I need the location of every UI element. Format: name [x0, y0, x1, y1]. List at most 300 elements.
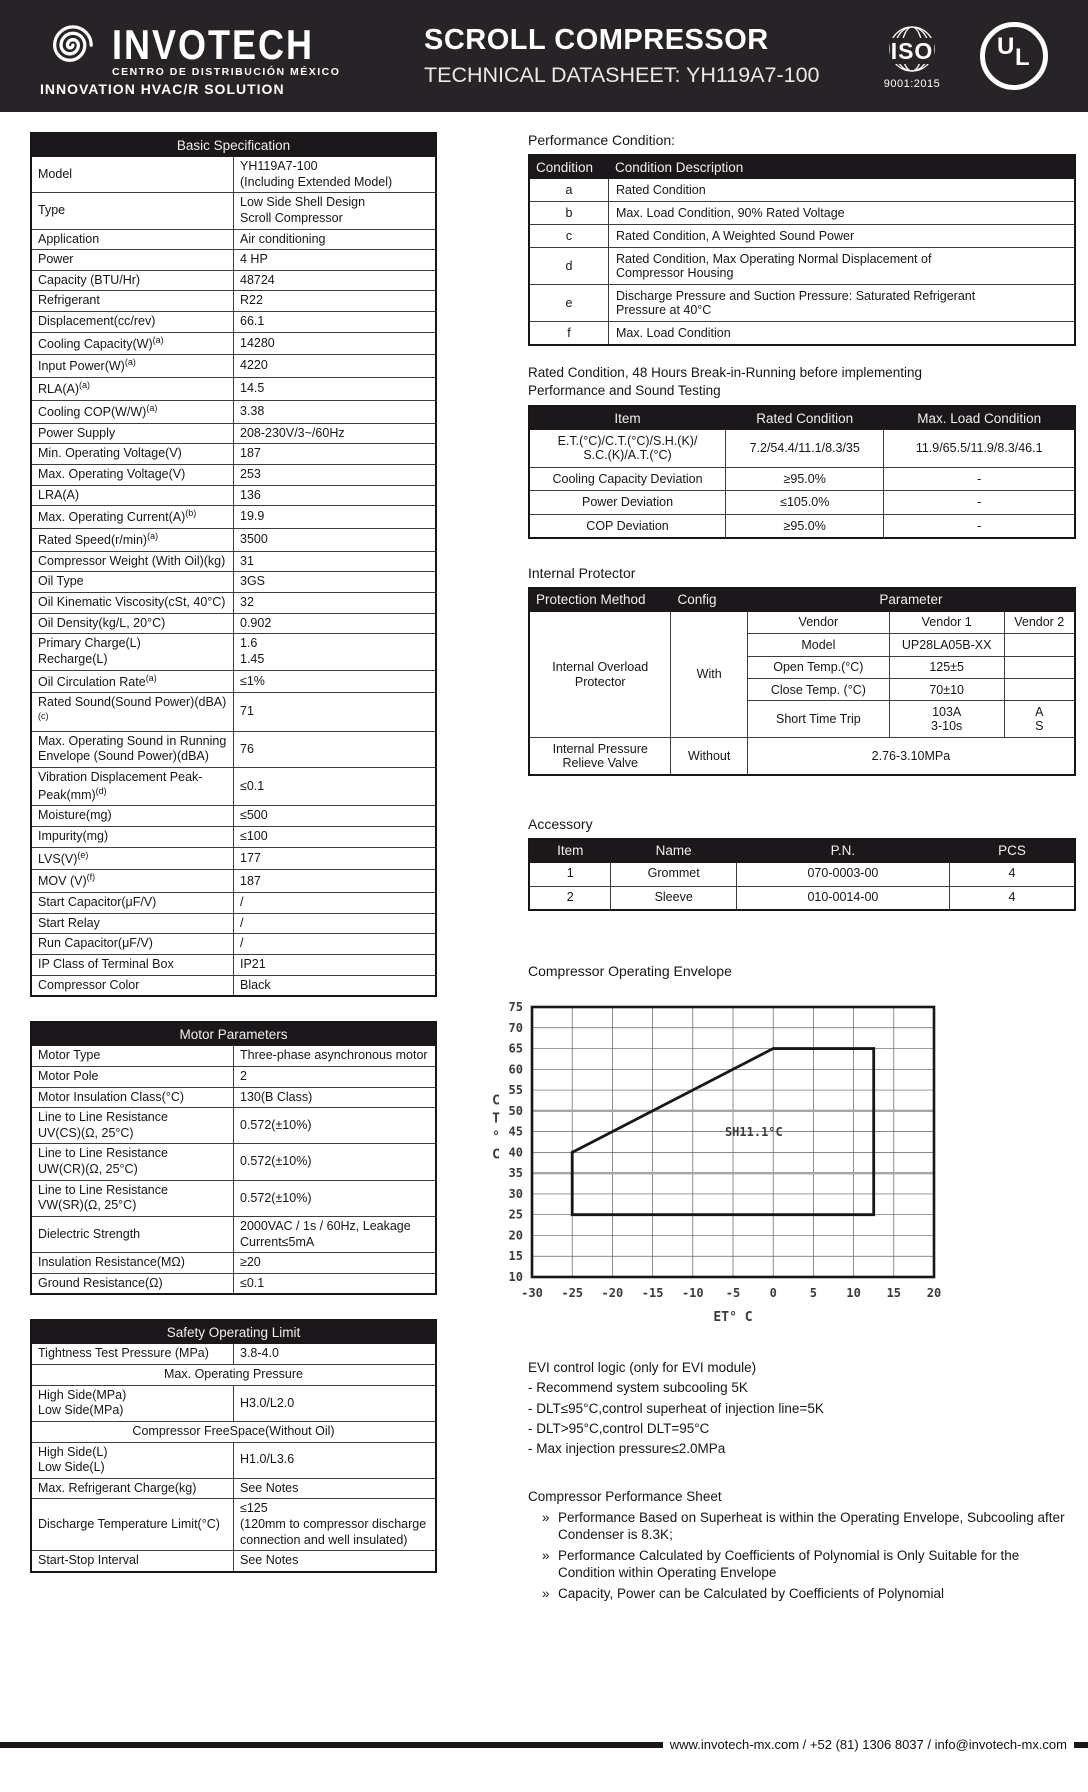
- table-row: [31, 270, 436, 291]
- table-row: [31, 1478, 436, 1499]
- svg-text:°: °: [492, 1129, 500, 1145]
- performance-sheet-notes: [528, 1488, 1076, 1602]
- spiral-logo-icon: [40, 16, 104, 78]
- svg-text:5: 5: [809, 1286, 818, 1301]
- table-cell: 0.572(±10%): [234, 1108, 437, 1144]
- table-cell: e: [529, 285, 609, 322]
- table-row: [31, 870, 436, 893]
- svg-text:30: 30: [508, 1187, 523, 1202]
- table-cell: [1004, 634, 1075, 656]
- table-cell: Primary Charge(L) Recharge(L): [31, 634, 234, 670]
- table-cell: H3.0/L2.0: [234, 1385, 437, 1421]
- logo-name: INVOTECH: [112, 20, 315, 69]
- table-cell: 103A 3-10s: [889, 701, 1004, 738]
- table-cell: See Notes: [234, 1551, 437, 1572]
- table-cell: ≤500: [234, 806, 437, 827]
- table-row: [529, 430, 1075, 468]
- table-row: [31, 1180, 436, 1216]
- table-cell: [1004, 679, 1075, 701]
- table-row: [31, 250, 436, 271]
- table-cell: 125±5: [889, 656, 1004, 678]
- column-header: Max. Load Condition: [884, 406, 1075, 430]
- evi-notes-title: EVI control logic (only for EVI module): [528, 1360, 757, 1376]
- right-column: [492, 132, 1076, 1602]
- table-cell: 48724: [234, 270, 437, 291]
- table-cell: MOV $(V)^{(f)}$: [31, 870, 234, 893]
- table-cell: 3.38: [234, 400, 437, 423]
- table-row: [31, 768, 436, 806]
- table-cell: Line to Line Resistance UW(CR)(Ω, 25°C): [31, 1144, 234, 1180]
- table-row: [529, 491, 1075, 514]
- table-row: [31, 1551, 436, 1572]
- table-row: [31, 551, 436, 572]
- table-cell: Open Temp.(°C): [747, 656, 889, 678]
- svg-text:-10: -10: [681, 1286, 704, 1301]
- table-cell: Capacity (BTU/Hr): [31, 270, 234, 291]
- table-cell: 130(B Class): [234, 1087, 437, 1108]
- svg-text:15: 15: [886, 1286, 902, 1301]
- table-cell: ≤0.1: [234, 768, 437, 806]
- table-cell: E.T.(°C)/C.T.(°C)/S.H.(K)/ S.C.(K)/A.T.(°C): [529, 430, 726, 468]
- table-cell: /: [234, 893, 437, 914]
- svg-text:ET° C: ET° C: [713, 1310, 753, 1326]
- table-cell: [1004, 656, 1075, 678]
- svg-text:65: 65: [508, 1041, 523, 1056]
- table-row: [31, 593, 436, 614]
- svg-text:55: 55: [508, 1083, 523, 1098]
- table-cell: Vendor 1: [889, 611, 1004, 633]
- ul-badge-icon: U L: [980, 22, 1048, 90]
- table-cell: Application: [31, 229, 234, 250]
- table-row: [31, 1365, 436, 1386]
- table-cell: $LVS(V)^{(e)}$: [31, 847, 234, 870]
- table-cell: ≤0.1: [234, 1273, 437, 1294]
- table-cell: Start-Stop Interval: [31, 1551, 234, 1572]
- table-row: [31, 332, 436, 355]
- svg-text:10: 10: [846, 1286, 861, 1301]
- table-cell: Vendor: [747, 611, 889, 633]
- table-cell: 7.2/54.4/11.1/8.3/35: [726, 430, 884, 468]
- table-cell: Three-phase asynchronous motor: [234, 1046, 437, 1067]
- table-cell: 66.1: [234, 312, 437, 333]
- table-cell: Input $Power(W)^{(a)}$: [31, 355, 234, 378]
- table-cell: 4220: [234, 355, 437, 378]
- evi-note-item: - Max injection pressure≤2.0MPa: [528, 1440, 726, 1456]
- table-cell: Oil Kinematic Viscosity(cSt, 40°C): [31, 593, 234, 614]
- table-cell: See Notes: [234, 1478, 437, 1499]
- rated-condition-table: [528, 405, 1076, 539]
- table-title: Motor Parameters: [31, 1022, 436, 1046]
- table-row: [31, 1385, 436, 1421]
- table-row: [31, 613, 436, 634]
- page-title: SCROLL COMPRESSOR: [424, 24, 769, 56]
- table-cell: Black: [234, 975, 437, 996]
- table-row: [31, 934, 436, 955]
- table-cell: Max. Operating Voltage(V): [31, 465, 234, 486]
- table-cell: d: [529, 248, 609, 285]
- table-cell: $RLA(A)^{(a)}$: [31, 378, 234, 401]
- table-cell: Cooling $Capacity(W)^{(a)}$: [31, 332, 234, 355]
- svg-text:SH11.1°C: SH11.1°C: [724, 1124, 783, 1139]
- table-cell: ≥95.0%: [726, 467, 884, 490]
- table-cell: Sleeve: [611, 886, 737, 910]
- table-row: [31, 634, 436, 670]
- table-cell: High Side(L) Low Side(L): [31, 1442, 234, 1478]
- table-row: [529, 862, 1075, 886]
- table-cell: Low Side Shell Design Scroll Compressor: [234, 193, 437, 229]
- table-cell: 010-0014-00: [736, 886, 949, 910]
- table-row: [31, 355, 436, 378]
- table-row: [31, 1421, 436, 1442]
- table-cell: IP21: [234, 955, 437, 976]
- table-row: [529, 322, 1075, 346]
- internal-protector-table: [528, 587, 1076, 776]
- table-cell: 187: [234, 444, 437, 465]
- table-cell: Short Time Trip: [747, 701, 889, 738]
- motor-parameters-table: [30, 1021, 437, 1295]
- table-cell: ≤105.0%: [726, 491, 884, 514]
- table-cell: Power Supply: [31, 423, 234, 444]
- table-cell: Max. Operating Pressure: [31, 1365, 436, 1386]
- basic-specification-table: [30, 132, 437, 997]
- table-row: [31, 229, 436, 250]
- evi-notes: [528, 1358, 1076, 1458]
- table-cell: Oil Type: [31, 572, 234, 593]
- table-row: [31, 423, 436, 444]
- table-cell: Max. Operating Sound in Running Envelope (Sound Power)(dBA): [31, 731, 234, 767]
- table-row: [31, 378, 436, 401]
- table-row: [31, 847, 436, 870]
- table-cell: Ground Resistance(Ω): [31, 1273, 234, 1294]
- svg-text:20: 20: [926, 1286, 942, 1301]
- table-row: [31, 465, 436, 486]
- table-cell: a: [529, 179, 609, 202]
- table-cell: Run Capacitor(μF/V): [31, 934, 234, 955]
- table-row: [529, 738, 1075, 775]
- table-row: [31, 572, 436, 593]
- table-cell: Oil Density(kg/L, 20°C): [31, 613, 234, 634]
- accessory-table: [528, 838, 1076, 911]
- table-cell: Vendor 2: [1004, 611, 1075, 633]
- page-subtitle: TECHNICAL DATASHEET: YH119A7-100: [424, 63, 820, 87]
- svg-text:50: 50: [508, 1104, 523, 1119]
- column-header: Rated Condition: [726, 406, 884, 430]
- table-cell: 71: [234, 693, 437, 731]
- column-header: Condition: [529, 155, 609, 179]
- left-column: [30, 132, 437, 1573]
- table-cell: 19.9: [234, 506, 437, 529]
- table-title: Safety Operating Limit: [31, 1320, 436, 1344]
- header-band: [0, 0, 1088, 112]
- table-row: [529, 467, 1075, 490]
- table-cell: 32: [234, 593, 437, 614]
- iso-word: ISO: [890, 37, 934, 64]
- evi-note-item: - Recommend system subcooling 5K: [528, 1380, 748, 1396]
- table-cell: Dielectric Strength: [31, 1216, 234, 1252]
- table-cell: Cooling $COP(W/W)^{(a)}$: [31, 400, 234, 423]
- table-cell: Discharge Temperature Limit(°C): [31, 1499, 234, 1551]
- table-row: [31, 913, 436, 934]
- svg-text:45: 45: [508, 1124, 523, 1139]
- table-cell: Tightness Test Pressure (MPa): [31, 1344, 234, 1365]
- table-cell: b: [529, 202, 609, 225]
- table-cell: 0.572(±10%): [234, 1180, 437, 1216]
- footer-rule: [0, 1742, 663, 1748]
- table-cell: Compressor FreeSpace(Without Oil): [31, 1421, 436, 1442]
- svg-text:70: 70: [508, 1020, 523, 1035]
- svg-text:-20: -20: [601, 1286, 624, 1301]
- column-header: Item: [529, 406, 726, 430]
- performance-sheet-item: » Performance Calculated by Coefficients of Polynomial is Only Suitable for the Condition within Operating Envelope: [542, 1547, 1020, 1581]
- table-row: [31, 1253, 436, 1274]
- svg-text:-5: -5: [725, 1286, 741, 1301]
- table-cell: 76: [234, 731, 437, 767]
- table-cell: LRA(A): [31, 485, 234, 506]
- table-row: [529, 248, 1075, 285]
- table-cell: Vibration Displacement Peak-Peak(mm)$^{(d)}$: [31, 768, 234, 806]
- table-row: [31, 291, 436, 312]
- table-row: [31, 1066, 436, 1087]
- table-row: [31, 1108, 436, 1144]
- table-cell: With: [671, 611, 747, 737]
- table-cell: High Side(MPa) Low Side(MPa): [31, 1385, 234, 1421]
- svg-text:-30: -30: [521, 1286, 543, 1301]
- table-cell: ≤1%: [234, 670, 437, 693]
- table-row: [529, 202, 1075, 225]
- table-cell: Moisture(mg): [31, 806, 234, 827]
- column-header: Parameter: [747, 588, 1075, 612]
- column-header: P.N.: [736, 839, 949, 863]
- table-row: [529, 514, 1075, 538]
- table-cell: Type: [31, 193, 234, 229]
- table-row: [31, 827, 436, 848]
- safety-operating-limit-table: [30, 1319, 437, 1573]
- table-cell: 11.9/65.5/11.9/8.3/46.1: [884, 430, 1075, 468]
- internal-protector-title: Internal Protector: [528, 564, 636, 581]
- table-row: [529, 225, 1075, 248]
- table-cell: Rated Sound(Sound Power)(dBA)$^{(c)}$: [31, 693, 234, 731]
- svg-text:25: 25: [508, 1207, 523, 1222]
- logo-subtitle-1: CENTRO DE DISTRIBUCIÓN MÉXICO: [112, 65, 341, 78]
- table-cell: Displacement(cc/rev): [31, 312, 234, 333]
- table-row: [529, 611, 1075, 633]
- table-row: [31, 1216, 436, 1252]
- table-cell: 31: [234, 551, 437, 572]
- table-cell: ≤100: [234, 827, 437, 848]
- performance-sheet-item: » Capacity, Power can be Calculated by Coefficients of Polynomial: [542, 1585, 944, 1601]
- table-cell: Power: [31, 250, 234, 271]
- table-cell: -: [884, 467, 1075, 490]
- iso-number: 9001:2015: [883, 77, 941, 90]
- table-cell: Max. Load Condition: [609, 322, 1076, 346]
- table-cell: Oil Circulation Rate$^{(a)}$: [31, 670, 234, 693]
- table-row: [31, 506, 436, 529]
- table-cell: Refrigerant: [31, 291, 234, 312]
- table-row: [31, 529, 436, 552]
- table-cell: ≤125 (120mm to compressor discharge connection and well insulated): [234, 1499, 437, 1551]
- table-cell: 2.76-3.10MPa: [747, 738, 1075, 775]
- table-row: [31, 1087, 436, 1108]
- table-cell: Cooling Capacity Deviation: [529, 467, 726, 490]
- table-cell: ≥20: [234, 1253, 437, 1274]
- table-cell: 3500: [234, 529, 437, 552]
- rated-condition-caption: Rated Condition, 48 Hours Break-in-Running before implementing Performance and Sound Testing: [528, 365, 922, 398]
- table-cell: 4: [949, 862, 1075, 886]
- evi-note-item: - DLT>95°C,control DLT=95°C: [528, 1420, 710, 1436]
- column-header: Condition Description: [609, 155, 1076, 179]
- svg-text:35: 35: [508, 1166, 523, 1181]
- table-cell: Internal Pressure Relieve Valve: [529, 738, 671, 775]
- table-cell: Motor Type: [31, 1046, 234, 1067]
- table-row: [31, 1442, 436, 1478]
- table-cell: 4 HP: [234, 250, 437, 271]
- table-row: [31, 893, 436, 914]
- table-cell: Compressor Color: [31, 975, 234, 996]
- performance-condition-table: [528, 154, 1076, 346]
- table-cell: 2000VAC / 1s / 60Hz, Leakage Current≤5mA: [234, 1216, 437, 1252]
- table-cell: 177: [234, 847, 437, 870]
- column-header: Item: [529, 839, 611, 863]
- table-row: [31, 1144, 436, 1180]
- footer-contact: www.invotech-mx.com / +52 (81) 1306 8037 / info@invotech-mx.com: [669, 1737, 1067, 1752]
- table-cell: 70±10: [889, 679, 1004, 701]
- table-row: [31, 1344, 436, 1365]
- table-cell: YH119A7-100 (Including Extended Model): [234, 157, 437, 193]
- svg-text:-25: -25: [561, 1286, 584, 1301]
- table-cell: /: [234, 934, 437, 955]
- svg-text:0: 0: [769, 1286, 777, 1301]
- table-cell: H1.0/L3.6: [234, 1442, 437, 1478]
- invotech-logo: [40, 16, 380, 97]
- table-cell: Rated Condition, A Weighted Sound Power: [609, 225, 1076, 248]
- table-cell: IP Class of Terminal Box: [31, 955, 234, 976]
- footer-rule: [1074, 1742, 1088, 1748]
- performance-sheet-item: » Performance Based on Superheat is within the Operating Envelope, Subcooling after Condenser is 8.3K;: [542, 1509, 1065, 1543]
- table-row: [31, 485, 436, 506]
- svg-text:40: 40: [508, 1145, 523, 1160]
- table-cell: 187: [234, 870, 437, 893]
- logo-subtitle-2: INNOVATION HVAC/R SOLUTION: [40, 80, 285, 97]
- table-row: [529, 179, 1075, 202]
- table-cell: 253: [234, 465, 437, 486]
- table-cell: Start Relay: [31, 913, 234, 934]
- table-title: Basic Specification: [31, 133, 436, 157]
- table-row: [31, 444, 436, 465]
- performance-sheet-title: Compressor Performance Sheet: [528, 1489, 722, 1504]
- table-row: [31, 806, 436, 827]
- table-cell: 1: [529, 862, 611, 886]
- table-cell: Max. Refrigerant Charge(kg): [31, 1478, 234, 1499]
- svg-text:C: C: [492, 1147, 500, 1163]
- table-cell: Line to Line Resistance UV(CS)(Ω, 25°C): [31, 1108, 234, 1144]
- table-cell: Min. Operating Voltage(V): [31, 444, 234, 465]
- table-cell: 136: [234, 485, 437, 506]
- table-row: [31, 193, 436, 229]
- table-cell: Compressor Weight (With Oil)(kg): [31, 551, 234, 572]
- table-cell: 1.6 1.45: [234, 634, 437, 670]
- column-header: Config: [671, 588, 747, 612]
- table-cell: Model: [31, 157, 234, 193]
- table-cell: Max. Load Condition, 90% Rated Voltage: [609, 202, 1076, 225]
- table-cell: Max. Operating $Current(A)^{(b)}$: [31, 506, 234, 529]
- table-cell: ≥95.0%: [726, 514, 884, 538]
- table-cell: Air conditioning: [234, 229, 437, 250]
- column-header: PCS: [949, 839, 1075, 863]
- svg-text:10: 10: [508, 1270, 523, 1285]
- svg-text:-15: -15: [641, 1286, 664, 1301]
- column-header: Name: [611, 839, 737, 863]
- table-row: [31, 157, 436, 193]
- table-cell: Model: [747, 634, 889, 656]
- performance-condition-title: Performance Condition:: [528, 132, 676, 148]
- table-row: [529, 886, 1075, 910]
- evi-note-item: - DLT≤95°C,control superheat of injection line=5K: [528, 1400, 824, 1416]
- table-cell: Power Deviation: [529, 491, 726, 514]
- table-row: [31, 1499, 436, 1551]
- table-row: [31, 1046, 436, 1067]
- table-row: [31, 400, 436, 423]
- operating-envelope-chart: [480, 995, 1076, 1332]
- table-cell: Internal Overload Protector: [529, 611, 671, 737]
- table-cell: 3GS: [234, 572, 437, 593]
- table-cell: Close Temp. (°C): [747, 679, 889, 701]
- table-cell: Start Capacitor(μF/V): [31, 893, 234, 914]
- svg-text:C: C: [492, 1093, 500, 1109]
- table-cell: Without: [671, 738, 747, 775]
- table-cell: c: [529, 225, 609, 248]
- table-cell: 070-0003-00: [736, 862, 949, 886]
- table-cell: Discharge Pressure and Suction Pressure: Saturated Refrigerant Pressure at 40°C: [609, 285, 1076, 322]
- table-cell: Line to Line Resistance VW(SR)(Ω, 25°C): [31, 1180, 234, 1216]
- svg-text:20: 20: [508, 1228, 523, 1243]
- table-cell: 2: [529, 886, 611, 910]
- table-cell: -: [884, 491, 1075, 514]
- table-cell: Rated Condition: [609, 179, 1076, 202]
- column-header: Protection Method: [529, 588, 671, 612]
- svg-text:60: 60: [508, 1062, 523, 1077]
- table-cell: 14.5: [234, 378, 437, 401]
- table-cell: Rated Condition, Max Operating Normal Displacement of Compressor Housing: [609, 248, 1076, 285]
- table-cell: 0.902: [234, 613, 437, 634]
- table-cell: Motor Pole: [31, 1066, 234, 1087]
- table-row: [31, 312, 436, 333]
- table-cell: 14280: [234, 332, 437, 355]
- table-cell: 2: [234, 1066, 437, 1087]
- table-cell: Insulation Resistance(MΩ): [31, 1253, 234, 1274]
- table-cell: Impurity(mg): [31, 827, 234, 848]
- table-cell: R22: [234, 291, 437, 312]
- table-cell: /: [234, 913, 437, 934]
- table-cell: 4: [949, 886, 1075, 910]
- table-cell: COP Deviation: [529, 514, 726, 538]
- table-row: [31, 670, 436, 693]
- table-row: [31, 955, 436, 976]
- table-cell: A S: [1004, 701, 1075, 738]
- table-cell: Grommet: [611, 862, 737, 886]
- table-cell: 3.8-4.0: [234, 1344, 437, 1365]
- chart-title: Compressor Operating Envelope: [528, 963, 732, 980]
- table-row: [31, 1273, 436, 1294]
- svg-text:T: T: [492, 1111, 500, 1127]
- svg-text:75: 75: [508, 1000, 523, 1015]
- accessory-title: Accessory: [528, 815, 593, 832]
- table-cell: UP28LA05B-XX: [889, 634, 1004, 656]
- table-row: [31, 975, 436, 996]
- table-cell: Motor Insulation Class(°C): [31, 1087, 234, 1108]
- table-cell: 0.572(±10%): [234, 1144, 437, 1180]
- table-row: [529, 285, 1075, 322]
- svg-text:15: 15: [508, 1249, 523, 1264]
